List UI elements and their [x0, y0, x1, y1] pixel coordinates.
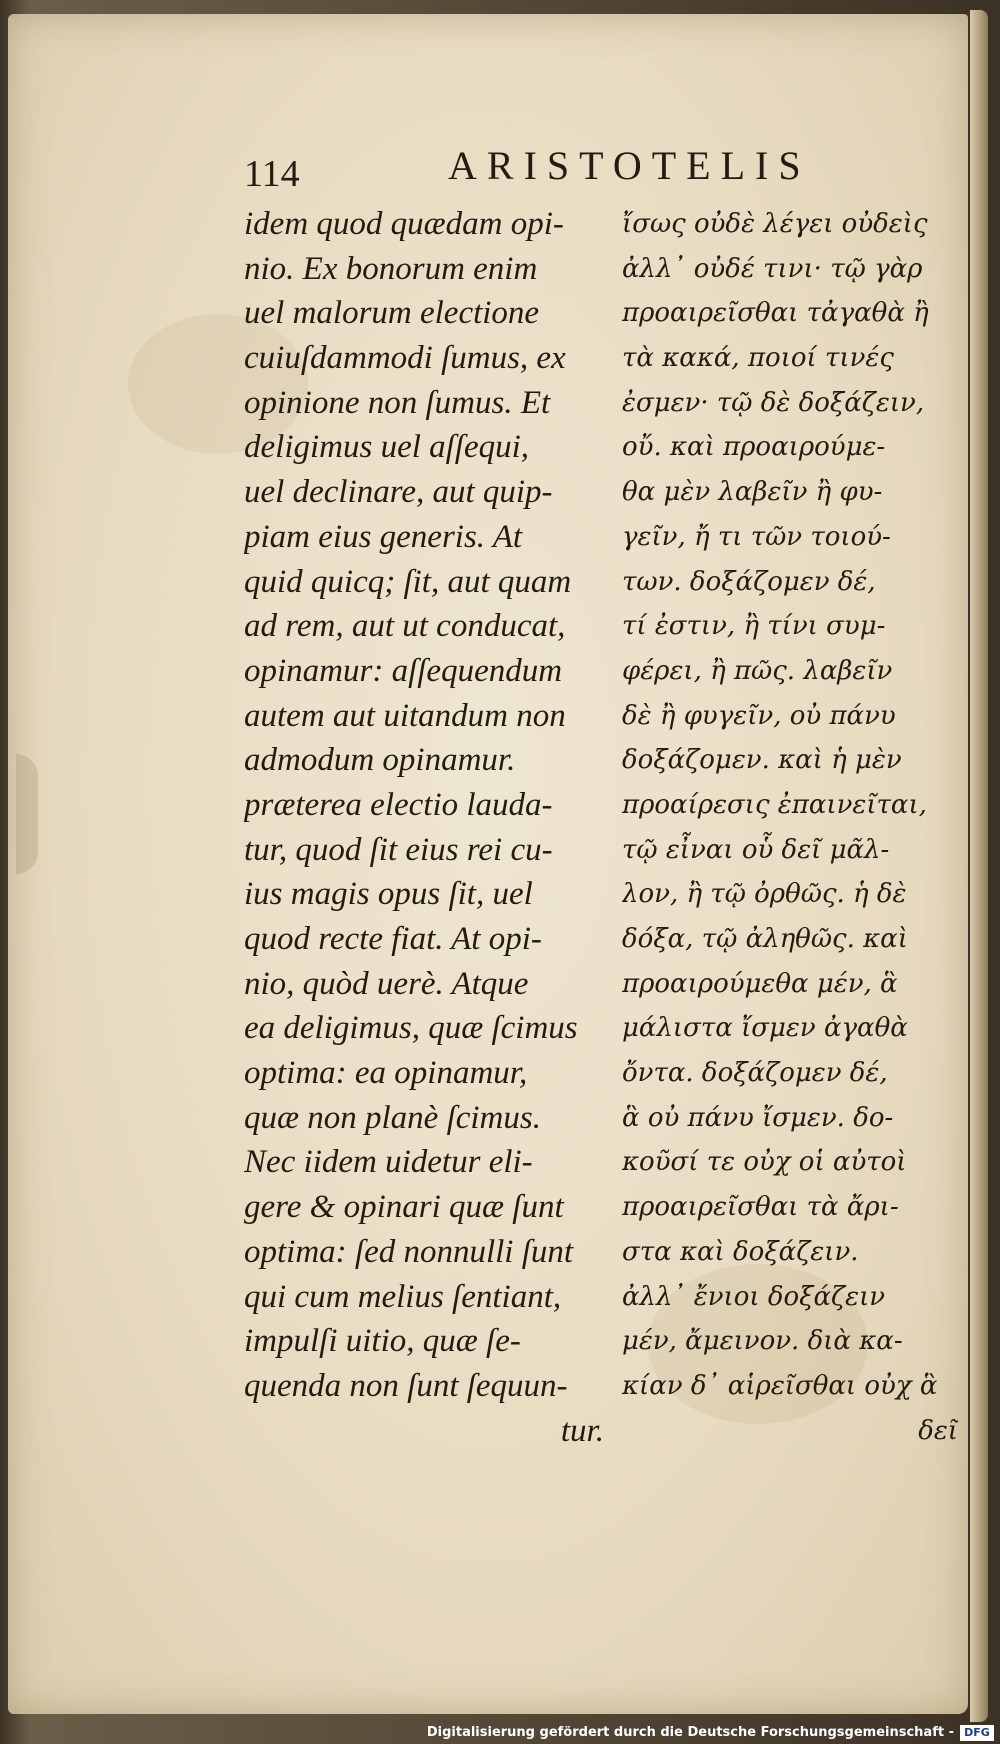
greek-line: φέρει, ἢ πῶς. λαβεῖν [622, 655, 893, 686]
page-number: 114 [244, 153, 300, 195]
latin-line: quid quicq; ſit, aut quam [244, 563, 572, 600]
greek-line: ἀλλ᾽ οὐδέ τινι· τῷ γὰρ [622, 253, 923, 284]
latin-line: opinione non ſumus. Et [244, 384, 551, 421]
greek-line: μάλιστα ἴσμεν ἀγαθὰ [622, 1013, 908, 1044]
latin-line: deligimus uel aſſequi, [244, 429, 530, 466]
dfg-logo: DFG [960, 1725, 994, 1741]
latin-line: tur. [560, 1412, 604, 1449]
greek-line: δόξα, τῷ ἀληθῶς. καὶ [622, 924, 908, 954]
greek-line: ἃ οὐ πάνυ ἴσμεν. δο- [622, 1102, 894, 1133]
greek-line: προαιρεῖσθαι τὰ ἄρι- [622, 1192, 899, 1223]
latin-line: qui cum melius ſentiant, [244, 1278, 562, 1315]
greek-line: κοῦσί τε οὐχ οἱ αὐτοὶ [622, 1147, 907, 1178]
latin-line: optima: ea opinamur, [244, 1055, 528, 1092]
latin-line: quenda non ſunt ſequun- [244, 1367, 568, 1404]
greek-line: οὔ. καὶ προαιρούμε- [622, 432, 886, 463]
greek-column [622, 202, 958, 1453]
greek-line: θα μὲν λαβεῖν ἢ φυ- [622, 477, 883, 508]
greek-line: ἴσως οὐδὲ λέγει οὐδεὶς [622, 209, 928, 239]
greek-line: δὲ ἢ φυγεῖν, οὐ πάνυ [622, 700, 896, 731]
latin-line: impulſi uitio, quæ ſe- [244, 1323, 521, 1360]
greek-line: κίαν δ᾽ αἱρεῖσθαι οὐχ ἃ [622, 1370, 938, 1401]
latin-line: ius magis opus ſit, uel [244, 876, 533, 913]
latin-line: uel declinare, aut quip- [244, 474, 553, 511]
page-shadow [16, 754, 38, 874]
latin-line: quæ non planè ſcimus. [244, 1099, 541, 1136]
greek-line: προαίρεσις ἐπαινεῖται, [622, 789, 927, 820]
greek-line: στα καὶ δοξάζειν. [622, 1236, 859, 1267]
digitization-credit: Digitalisierung gefördert durch die Deutsche Forschungsgemeinschaft - [426, 1725, 954, 1740]
latin-line: piam eius generis. At [244, 518, 523, 555]
greek-line: λον, ἢ τῷ ὀρθῶς. ἡ δὲ [622, 879, 907, 910]
latin-line: quod recte fiat. At opi- [244, 921, 542, 957]
greek-line: τί ἐστιν, ἢ τίνι συμ- [622, 611, 886, 642]
latin-line: idem quod quædam opi- [244, 206, 564, 242]
latin-line: opinamur: aſſequendum [244, 652, 563, 689]
latin-line: cuiuſdammodi ſumus, ex [244, 340, 566, 377]
greek-line: προαιρούμεθα μέν, ἃ [622, 968, 898, 999]
latin-line: Nec iidem uidetur eli- [244, 1144, 533, 1181]
greek-line: ἐσμεν· τῷ δὲ δοξάζειν, [622, 387, 925, 418]
latin-line: ad rem, aut ut conducat, [244, 608, 566, 645]
latin-line: ea deligimus, quæ ſcimus [244, 1010, 578, 1047]
latin-line: autem aut uitandum non [244, 697, 566, 734]
running-head [8, 132, 968, 195]
greek-line: δοξάζομεν. καὶ ἡ μὲν [622, 745, 902, 776]
latin-line: optima: ſed nonnulli ſunt [244, 1233, 574, 1270]
latin-line: præterea electio lauda- [244, 786, 553, 823]
greek-line: προαιρεῖσθαι τἀγαθὰ ἢ [622, 298, 929, 329]
greek-line: γεῖν, ἤ τι τῶν τοιού- [622, 521, 891, 552]
greek-line: των. δοξάζομεν δέ, [622, 566, 876, 597]
greek-line: ὄντα. δοξάζομεν δέ, [622, 1058, 888, 1089]
greek-line: τὰ κακά, ποιοί τινές [622, 343, 894, 374]
latin-line: admodum opinamur. [244, 742, 516, 779]
latin-line: nio, quòd uerè. Atque [244, 965, 529, 1002]
latin-line: tur, quod ſit eius rei cu- [244, 831, 553, 868]
latin-line: nio. Ex bonorum enim [244, 250, 538, 287]
greek-line: τῷ εἶναι οὗ δεῖ μᾶλ- [622, 834, 890, 865]
greek-line: δεῖ [918, 1415, 958, 1446]
running-title: ARISTOTELIS [448, 143, 811, 188]
latin-line: gere & opinari quæ ſunt [244, 1189, 564, 1226]
greek-line: μέν, ἄμεινον. διὰ κα- [622, 1326, 903, 1357]
page-edge [970, 10, 988, 1722]
book-page [8, 14, 968, 1714]
latin-column [244, 202, 604, 1453]
greek-line: ἀλλ᾽ ἔνιοι δοξάζειν [622, 1281, 886, 1312]
latin-line: uel malorum electione [244, 295, 540, 332]
